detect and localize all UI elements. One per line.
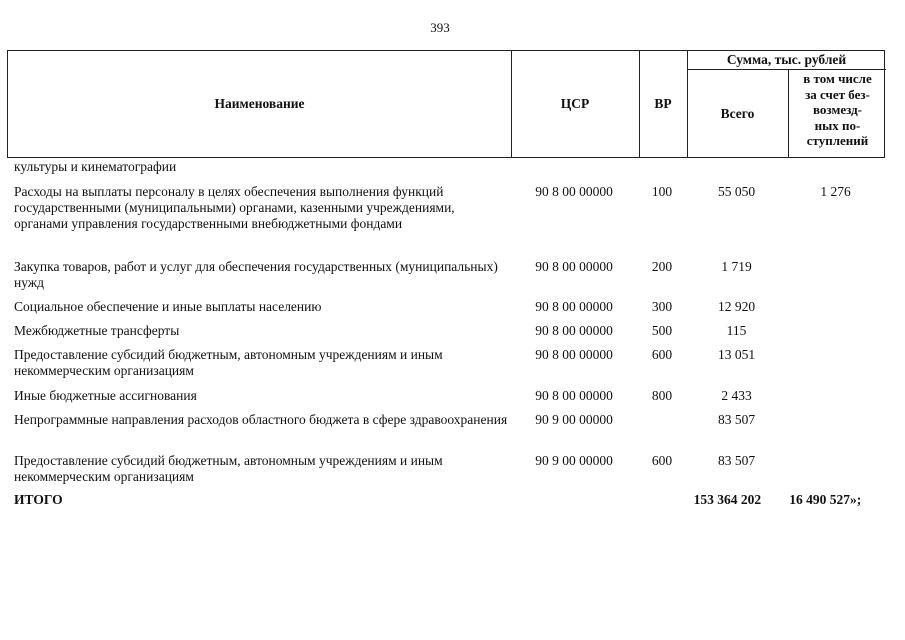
row-free [787,453,884,485]
header-sum-total: Всего [687,70,789,157]
header-sum-free [789,70,886,158]
row-free [787,159,884,179]
total-label: ИТОГО [14,492,63,507]
page-number: 393 [430,20,450,35]
table-row [7,347,885,379]
row-vr [630,492,677,508]
row-csr: 90 8 00 00000 [535,323,613,338]
table-header [7,50,885,158]
row-csr: 90 8 00 00000 [535,299,613,314]
row-name: Закупка товаров, работ и услуг для обеспечения государственных (муниципальных) нужд [14,259,498,290]
row-csr [510,159,638,179]
row-vr: 200 [651,259,673,274]
row-free [787,388,884,404]
row-free [787,299,884,315]
row-csr: 90 9 00 00000 [535,412,613,427]
row-total: 13 051 [717,347,756,362]
table-row [7,159,885,179]
row-name: Межбюджетные трансферты [14,323,180,338]
row-total: 115 [726,323,747,338]
row-vr: 100 [651,184,673,199]
row-name: Расходы на выплаты персоналу в целях обеспечения выполнения функций государственными (муниципальными) органами, казенными учреждениями, органами управления государственными внебюджетными фондами [14,184,455,231]
row-name: Иные бюджетные ассигнования [14,388,197,403]
header-name: Наименование [8,51,512,157]
header-sum-free-line: ступлений [806,133,869,148]
row-total: 12 920 [717,299,756,314]
row-free: 1 276 [820,184,851,199]
table-body [7,159,885,508]
total-free-sum: 16 490 527»; [789,492,862,507]
header-sum-group [687,51,886,157]
row-csr: 90 8 00 00000 [535,259,613,274]
row-vr [638,412,686,444]
row-total: 2 433 [721,388,752,403]
row-total: 1 719 [721,259,752,274]
row-csr: 90 8 00 00000 [535,388,613,403]
row-name: Непрограммные направления расходов областного бюджета в сфере здравоохранения [14,412,508,427]
row-name: Предоставление субсидий бюджетным, автономным учреждениям и иным некоммерческим организациям [14,453,443,484]
table-row [7,388,885,404]
row-csr [504,492,630,508]
row-vr: 300 [651,299,673,314]
table-row [7,412,885,444]
row-free [787,347,884,379]
table-total-row [7,492,885,508]
header-sum-free-line: ных по- [814,117,861,133]
table-row [7,323,885,339]
row-total: 55 050 [717,184,756,199]
row-name: Предоставление субсидий бюджетным, автономным учреждениям и иным некоммерческим организациям [14,347,443,378]
row-total: 83 507 [717,412,756,427]
row-total [686,159,787,179]
table-row [7,299,885,315]
row-vr: 800 [651,388,673,403]
row-csr: 90 8 00 00000 [535,184,613,199]
table-row [7,259,885,291]
header-sum-free-line: за счет без- [805,86,870,102]
header-sum-free-line: возмезд- [813,102,862,117]
row-vr: 600 [651,347,673,362]
budget-table [7,50,885,508]
row-free [787,412,884,444]
header-csr: ЦСР [511,51,640,157]
total-sum: 153 364 202 [693,492,762,507]
row-free [787,259,884,291]
table-row [7,453,885,485]
row-vr [638,159,686,179]
row-vr: 600 [651,453,673,468]
row-total: 83 507 [717,453,756,468]
table-row [7,184,885,248]
header-vr: ВР [639,51,688,157]
row-csr: 90 9 00 00000 [535,453,613,468]
row-name: культуры и кинематографии [14,159,177,174]
header-sum-free-line: в том числе [803,71,872,86]
header-sum-title: Сумма, тыс. рублей [687,51,886,70]
row-csr: 90 8 00 00000 [535,347,613,362]
row-name: Социальное обеспечение и иные выплаты населению [14,299,322,314]
row-free [787,323,884,339]
row-vr: 500 [651,323,673,338]
